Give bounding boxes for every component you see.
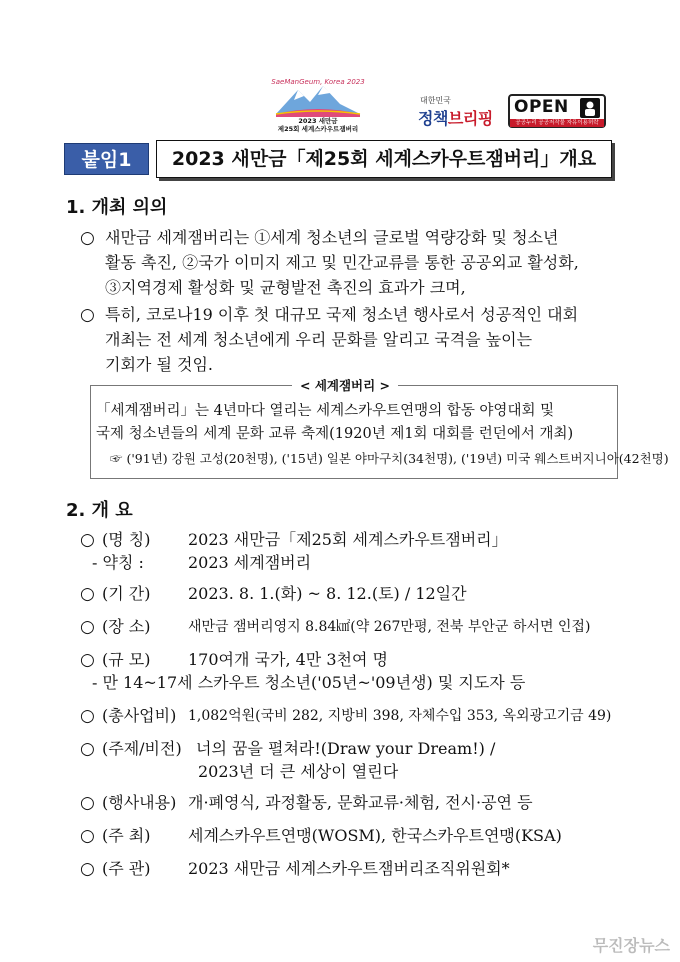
item-host-value: 세계스카우트연맹(WOSM), 한국스카우트연맹(KSA) <box>188 826 562 845</box>
section2-heading: 2. 개 요 <box>66 500 133 521</box>
s1-b2-l1: 특히, 코로나19 이후 첫 대규모 국제 청소년 행사로서 성공적인 대회 <box>105 305 579 324</box>
bullet-icon: ○ <box>80 826 95 846</box>
bullet-icon: ○ <box>80 305 95 325</box>
item-name-label: (명 칭) <box>102 530 151 549</box>
item-organizer-value: 2023 새만금 세계스카우트잼버리조직위원회* <box>188 859 510 878</box>
bullet-icon: ○ <box>80 739 95 759</box>
s1-b1-l3: ③지역경제 활성화 및 균형발전 촉진의 효과가 크며, <box>105 278 466 297</box>
attachment-tag: 붙임1 <box>64 143 149 175</box>
policy-briefing-logo <box>418 95 493 129</box>
item-place-label: (장 소) <box>102 617 151 636</box>
item-scale-detail: - 만 14~17세 스카우트 청소년('05년~'09년생) 및 지도자 등 <box>92 673 526 692</box>
item-abbr-value: 2023 세계잼버리 <box>188 553 312 572</box>
jamboree-box-line2: 국제 청소년들의 세계 문화 교류 축제(1920년 제1회 대회를 런던에서 개최) <box>96 426 574 442</box>
s1-b2-l3: 기회가 될 것임. <box>105 355 213 374</box>
kogl-open-logo <box>508 94 606 128</box>
item-host-label: (주 최) <box>102 826 151 845</box>
s1-b2-l2: 개최는 전 세계 청소년에게 우리 문화를 알리고 국격을 높이는 <box>105 330 533 349</box>
item-place-value: 새만금 잼버리영지 8.84㎢(약 267만평, 전북 부안군 하서면 인접) <box>188 619 591 635</box>
bullet-icon: ○ <box>80 530 95 550</box>
bullet-icon: ○ <box>80 859 95 879</box>
item-budget-label: (총사업비) <box>102 706 177 725</box>
bullet-icon: ○ <box>80 617 95 637</box>
item-budget-value: 1,082억원(국비 282, 지방비 398, 자체수입 353, 옥외광고기금 49) <box>188 708 612 724</box>
policy-briefing-main-a: 정책 <box>418 109 448 128</box>
bullet-icon: ○ <box>80 228 95 248</box>
jamboree-box-label: < 세계잼버리 > <box>292 376 398 394</box>
item-abbr-label: - 약칭 : <box>92 553 144 572</box>
item-content-value: 개·폐영식, 과정활동, 문화교류·체험, 전시·공연 등 <box>188 793 533 812</box>
item-content-label: (행사내용) <box>102 793 177 812</box>
s1-b1-l1: 새만금 세계잼버리는 ①세계 청소년의 글로벌 역량강화 및 청소년 <box>105 228 559 247</box>
bullet-icon: ○ <box>80 706 95 726</box>
policy-briefing-main-b: 브리핑 <box>447 109 493 128</box>
jamboree-logo-text: SaeManGeum, Korea 2023 <box>271 78 365 86</box>
s1-b1-l2: 활동 촉진, ②국가 이미지 제고 및 민간교류를 통한 공공외교 활성화, <box>105 253 579 272</box>
item-period-value: 2023. 8. 1.(화) ~ 8. 12.(토) / 12일간 <box>188 584 467 603</box>
item-scale-label: (규 모) <box>102 650 151 669</box>
page-title: 2023 새만금「제25회 세계스카우트잼버리」개요 <box>156 140 612 178</box>
bullet-icon: ○ <box>80 584 95 604</box>
jamboree-box-line3: ☞ ('91년) 강원 고성(20천명), ('15년) 일본 야마구치(34천명), ('19년) 미국 웨스트버지니아(42천명) <box>110 451 669 466</box>
item-name-value: 2023 새만금「제25회 세계스카우트잼버리」 <box>188 530 508 549</box>
open-sub: 공공누리 공공저작물 자유이용허락 <box>510 119 604 127</box>
bullet-icon: ○ <box>80 650 95 670</box>
item-period-label: (기 간) <box>102 584 151 603</box>
item-theme-label: (주제/비전) <box>102 739 182 758</box>
item-theme-value2: 2023년 더 큰 세상이 열린다 <box>198 762 399 781</box>
jamboree-logo-line1: 2023 새만금 <box>298 117 338 125</box>
item-theme-value: 너의 꿈을 펼쳐라!(Draw your Dream!) / <box>196 739 496 758</box>
person-icon <box>580 98 600 118</box>
jamboree-box-line1: 「세계잼버리」는 4년마다 열리는 세계스카우트연맹의 합동 야영대회 및 <box>96 403 555 419</box>
bullet-icon: ○ <box>80 793 95 813</box>
item-organizer-label: (주 관) <box>102 859 151 878</box>
open-label: OPEN <box>514 97 569 117</box>
section1-heading: 1. 개최 의의 <box>66 197 168 218</box>
jamboree-logo <box>268 78 368 132</box>
watermark: 무진장뉴스 <box>592 936 670 955</box>
policy-briefing-top: 대한민국 <box>420 96 451 105</box>
item-scale-value: 170여개 국가, 4만 3천여 명 <box>188 650 388 669</box>
jamboree-logo-line2: 제25회 세계스카우트잼버리 <box>277 125 359 133</box>
